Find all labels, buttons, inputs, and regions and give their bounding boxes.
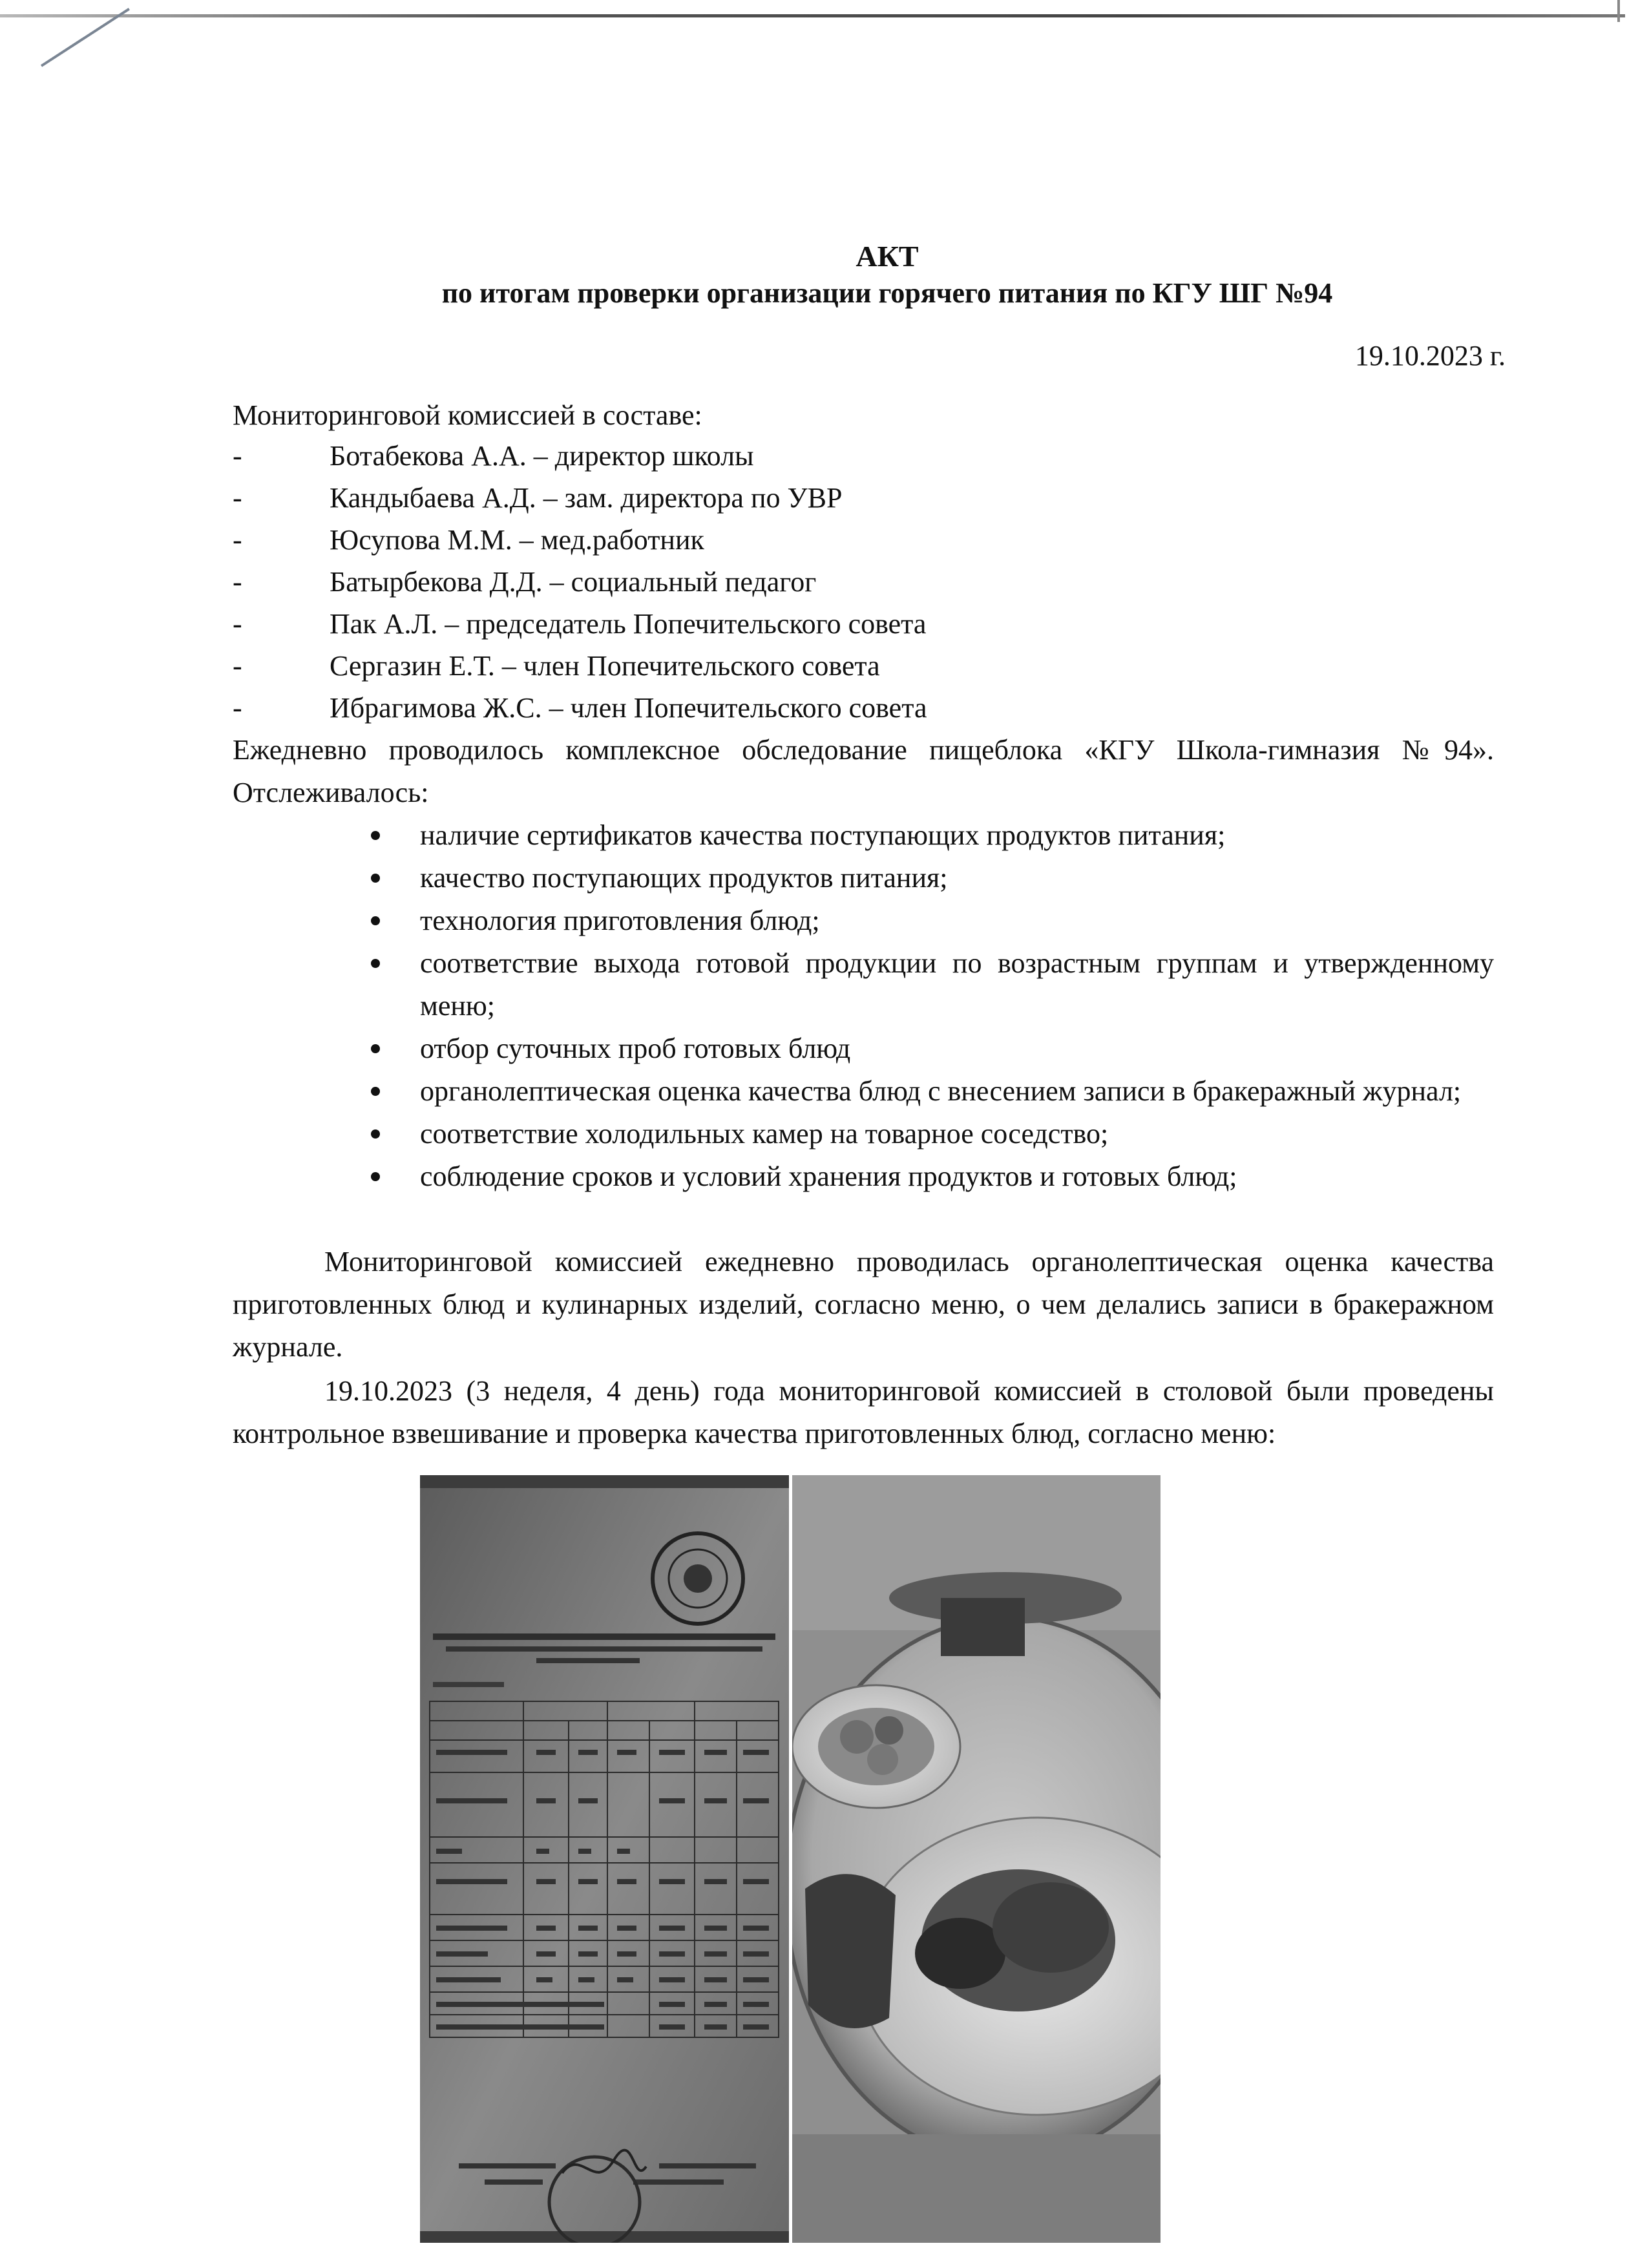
document-subtitle: по итогам проверки организации горячего питания по КГУ ШГ №94: [441, 277, 1333, 309]
monitoring-bullet-list: [362, 814, 1494, 1198]
food-plate-image: [792, 1475, 1161, 2243]
bullet-item: соблюдение сроков и условий хранения продуктов и готовых блюд;: [362, 1155, 1494, 1198]
member-name: Ботабекова А.А. – директор школы: [330, 440, 754, 472]
bullet-item: наличие сертификатов качества поступающих продуктов питания;: [362, 814, 1494, 857]
bullet-item: качество поступающих продуктов питания;: [362, 857, 1494, 899]
member-item: - Ибрагимова Ж.С. – член Попечительского совета: [233, 691, 927, 733]
commission-intro: Мониторинговой комиссией в составе:: [233, 399, 702, 431]
bullet-icon: [371, 916, 380, 925]
member-item: - Батырбекова Д.Д. – социальный педагог: [233, 565, 927, 607]
commission-members-list: [233, 439, 927, 733]
survey-paragraph: Ежедневно проводилось комплексное обследование пищеблока «КГУ Школа-гимназия №94». Отслеживалось:: [233, 734, 1494, 808]
bullet-item: соответствие холодильных камер на товарное соседство;: [362, 1113, 1494, 1155]
member-name: Юсупова М.М. – мед.работник: [330, 524, 704, 556]
bullet-icon: [371, 1044, 380, 1053]
bullet-item: органолептическая оценка качества блюд с внесением записи в бракеражный журнал;: [362, 1070, 1494, 1113]
document-date: 19.10.2023 г.: [1354, 340, 1506, 372]
weighing-paragraph: 19.10.2023 (3 неделя, 4 день) года мониторинговой комиссией в столовой были проведены контрольное взвешивание и проверка качества приготовленных блюд, согласно меню:: [233, 1375, 1494, 1449]
menu-document-image: [420, 1475, 789, 2243]
bullet-icon: [371, 1172, 380, 1181]
member-name: Ибрагимова Ж.С. – член Попечительского совета: [330, 692, 927, 724]
food-plate-photo: [792, 1475, 1161, 2243]
member-item: - Юсупова М.М. – мед.работник: [233, 523, 927, 565]
member-item: - Пак А.Л. – председатель Попечительского совета: [233, 607, 927, 649]
bullet-icon: [371, 874, 380, 883]
document-title: АКТ: [856, 240, 919, 273]
scan-right-rule: [1617, 0, 1620, 22]
bullet-item: отбор суточных проб готовых блюд: [362, 1027, 1494, 1070]
organoleptic-paragraph: Мониторинговой комиссией ежедневно проводилась органолептическая оценка качества приготовленных блюд и кулинарных изделий, согласно меню, о чем делались записи в бракеражном журнале.: [233, 1246, 1494, 1363]
bullet-item: технология приготовления блюд;: [362, 899, 1494, 942]
member-name: Пак А.Л. – председатель Попечительского совета: [330, 608, 927, 640]
bullet-item: соответствие выхода готовой продукции по возрастным группам и утвержденному меню;: [362, 942, 1494, 1027]
bullet-icon: [371, 1087, 380, 1096]
member-name: Кандыбаева А.Д. – зам. директора по УВР: [330, 482, 843, 514]
bullet-icon: [371, 1129, 380, 1139]
member-item: - Кандыбаева А.Д. – зам. директора по УВР: [233, 481, 927, 523]
member-name: Батырбекова Д.Д. – социальный педагог: [330, 566, 817, 598]
menu-document-photo: [420, 1475, 789, 2243]
scan-top-rule: [0, 14, 1625, 17]
bullet-icon: [371, 959, 380, 968]
member-item: - Сергазин Е.Т. – член Попечительского совета: [233, 649, 927, 691]
bullet-icon: [371, 831, 380, 840]
member-name: Сергазин Е.Т. – член Попечительского совета: [330, 650, 880, 682]
member-item: - Ботабекова А.А. – директор школы: [233, 439, 927, 481]
